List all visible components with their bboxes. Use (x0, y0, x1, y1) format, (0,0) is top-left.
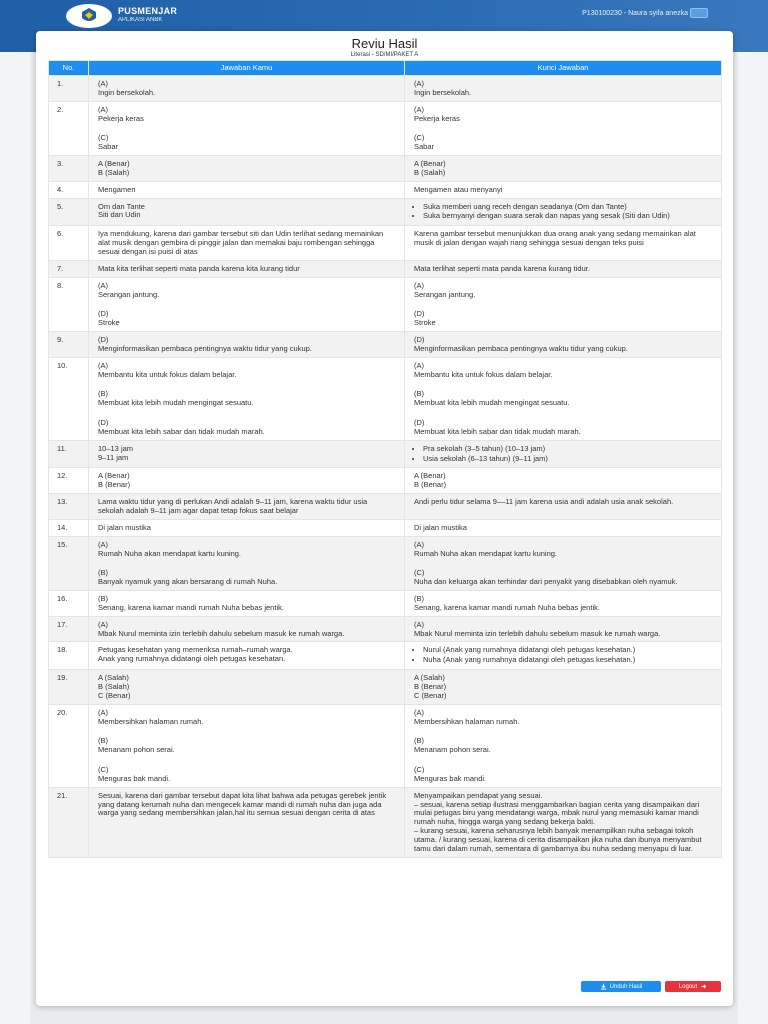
answer-cell (89, 357, 405, 440)
answer-text: (D) Stroke (98, 309, 120, 328)
key-text: (B) Membuat kita lebih mudah mengingat sesuatu. (414, 389, 570, 408)
row-number: 16. (49, 591, 89, 617)
key-text: (C) Sabar (414, 133, 435, 152)
row-number: 13. (49, 494, 89, 520)
key-list-item: • Nurul (Anak yang rumahnya didatangi oleh petugas kesehatan.) (423, 646, 711, 655)
answer-cell (89, 332, 405, 358)
row-number: 6. (49, 226, 89, 261)
answer-text: Mata kita terlihat seperti mata panda karena kita kurang tidur (98, 263, 300, 273)
key-cell (405, 519, 722, 536)
key-cell (405, 468, 722, 494)
background-left (0, 52, 30, 1024)
answer-text: (B) Senang, karena kamar mandi rumah Nuha bebas jentik. (98, 594, 284, 612)
answer-cell (89, 591, 405, 617)
table-row (49, 616, 722, 642)
answer-cell (89, 787, 405, 857)
key-text: (A) Pekerja keras (414, 104, 460, 123)
answer-text: A (Benar) B (Salah) (98, 159, 130, 177)
answer-cell (89, 198, 405, 226)
row-number: 4. (49, 181, 89, 198)
row-number: 1. (49, 76, 89, 102)
row-number: 7. (49, 260, 89, 277)
background-right (738, 52, 768, 1024)
answer-cell (89, 260, 405, 277)
logout-icon (700, 983, 707, 990)
key-list (414, 445, 711, 464)
row-number: 19. (49, 670, 89, 705)
download-icon (600, 983, 607, 990)
answer-text: Lama waktu tidur yang di perlukan Andi adalah 9–11 jam, karena waktu tidur usia sekolah adalah 9–11 jam agar dapat tetap fokus saat belajar (98, 497, 368, 515)
answer-cell (89, 101, 405, 155)
table-row (49, 591, 722, 617)
download-label: Unduh Hasil (609, 983, 643, 990)
key-cell (405, 536, 722, 590)
key-cell (405, 787, 722, 857)
key-cell (405, 277, 722, 331)
key-cell (405, 198, 722, 226)
answer-text: A (Benar) B (Benar) (98, 471, 131, 490)
table-row (49, 156, 722, 182)
key-cell (405, 156, 722, 182)
key-text: (A) Ingin bersekolah. (414, 79, 472, 97)
key-cell (405, 260, 722, 277)
answer-text: A (Salah) B (Salah) C (Benar) (98, 673, 131, 700)
key-list (414, 203, 711, 222)
key-cell (405, 101, 722, 155)
key-list-item: • Usia sekolah (6–13 tahun) (9–11 jam) (423, 455, 711, 464)
answer-cell (89, 519, 405, 536)
page-title: Reviu Hasil (351, 36, 418, 51)
key-text: Andi perlu tidur selama 9––11 jam karena usia andi adalah usia anak sekolah. (414, 497, 674, 507)
key-text: (D) Membuat kita lebih sabar dan tidak mudah marah. (414, 418, 581, 436)
row-number: 17. (49, 616, 89, 642)
logout-button[interactable] (665, 981, 721, 992)
key-cell (405, 616, 722, 642)
key-list-item: • Pra sekolah (3–5 tahun) (10–13 jam) (423, 445, 711, 454)
key-cell (405, 440, 722, 468)
key-text: Karena gambar tersebut menunjukkan dua orang anak yang sedang memainkan alat musik di jalan dengan wajah riang sehingga sesuai dengan teks puisi (414, 229, 696, 248)
answer-text: 10–13 jam 9–11 jam (98, 443, 134, 462)
table-row (49, 260, 722, 277)
header-no: No. (49, 61, 89, 76)
answer-cell (89, 494, 405, 520)
row-number: 15. (49, 536, 89, 590)
answer-cell (89, 704, 405, 787)
header-key: Kunci Jawaban (405, 61, 722, 76)
row-number: 5. (49, 198, 89, 226)
table-row (49, 519, 722, 536)
table-row (49, 332, 722, 358)
review-card (36, 31, 733, 1006)
key-text: (C) Menguras bak mandi. (414, 765, 487, 783)
table-row (49, 468, 722, 494)
logo-icon (66, 4, 112, 28)
key-text: Menyampaikan pendapat yang sesuai. – sesuai, karena setiap ilustrasi menggambarkan bagian cerita yang disampaikan dari mulai petugas biru yang mendatangi warga, mbak nurul yang memasuki kamar mandi rumah nuha, hingga warga yang sedang bekerja bakti. – kurang sesuai, karena seharusnya lebih banyak menampilkan nuha sebagai tokoh utama. / kurang sesuai, karena di cerita disampaikan jika nuha dan ibunya menyambut tamu dari dalam rumah, sementara di gambarnya ibu nuha sedang menyapu di luar. (414, 790, 702, 853)
answer-cell (89, 181, 405, 198)
answer-text: (A) Mbak Nurul meminta izin terlebih dahulu sebelum masuk ke rumah warga. (98, 619, 345, 638)
answer-cell (89, 226, 405, 261)
answer-text: Mengamen (98, 184, 136, 194)
answer-text: (D) Membuat kita lebih sabar dan tidak mudah marah. (98, 418, 265, 436)
key-cell (405, 76, 722, 102)
row-number: 12. (49, 468, 89, 494)
header-answer: Jawaban Kamu (89, 61, 405, 76)
answer-cell (89, 277, 405, 331)
key-list-item: • Suka bernyanyi dengan suara serak dan napas yang sesak (Siti dan Udin) (423, 212, 711, 221)
table-row (49, 226, 722, 261)
row-number: 20. (49, 704, 89, 787)
key-list-item: • Suka memberi uang receh dengan seadanya (Om dan Tante) (423, 203, 711, 212)
answer-cell (89, 440, 405, 468)
user-menu-button[interactable] (690, 8, 708, 18)
app-title: PUSMENJAR (118, 6, 178, 16)
key-text: (A) Mbak Nurul meminta izin terlebih dahulu sebelum masuk ke rumah warga. (414, 619, 661, 638)
key-text: (B) Senang, karena kamar mandi rumah Nuha bebas jentik. (414, 594, 600, 612)
row-number: 18. (49, 642, 89, 670)
answer-text: (C) Menguras bak mandi. (98, 765, 171, 783)
key-text: (A) Serangan jantung. (414, 280, 476, 299)
table-row (49, 494, 722, 520)
answer-cell (89, 76, 405, 102)
key-cell (405, 591, 722, 617)
answer-text: Sesuai, karena dari gambar tersebut dapat kita lihat bahwa ada petugas gerebek jentik yang datang kerumah nuha dan mengecek kamar mandi di rumah nuha dan juga ada warga yang sedang membersihkan jalan,hal itu semua sesuai dengan cerita di atas (98, 790, 387, 818)
key-text: (A) Rumah Nuha akan mendapat kartu kuning. (414, 539, 558, 558)
download-button[interactable] (581, 981, 661, 992)
key-text: Mengamen atau menyanyi (414, 184, 503, 194)
logout-label: Logout (678, 983, 698, 990)
answer-cell (89, 670, 405, 705)
user-info: P130100230 - Naura syifa anezka (582, 10, 688, 17)
key-cell (405, 226, 722, 261)
table-row (49, 536, 722, 590)
key-cell (405, 357, 722, 440)
key-text: (A) Membantu kita untuk fokus dalam belajar. (414, 360, 553, 379)
answer-text: (C) Sabar (98, 133, 119, 152)
table-row (49, 101, 722, 155)
answer-cell (89, 156, 405, 182)
key-text: (A) Membersihkan halaman rumah. (414, 707, 520, 726)
row-number: 14. (49, 519, 89, 536)
table-row (49, 787, 722, 857)
answer-cell (89, 468, 405, 494)
key-cell (405, 181, 722, 198)
key-cell (405, 642, 722, 670)
key-list-item: • Nuha (Anak yang rumahnya didatangi oleh petugas kesehatan.) (423, 656, 711, 665)
answer-text: (B) Menanam pohon serai. (98, 736, 175, 755)
key-list (414, 646, 711, 665)
key-text: (C) Nuha dan keluarga akan terhindar dari penyakit yang disebabkan oleh nyamuk. (414, 568, 678, 587)
answer-cell (89, 642, 405, 670)
review-table (48, 60, 722, 858)
key-cell (405, 494, 722, 520)
answer-text: (A) Membantu kita untuk fokus dalam belajar. (98, 360, 237, 379)
row-number: 2. (49, 101, 89, 155)
answer-text: (A) Membersihkan halaman rumah. (98, 707, 204, 726)
table-row (49, 704, 722, 787)
row-number: 3. (49, 156, 89, 182)
key-text: (D) Menginformasikan pembaca pentingnya waktu tidur yang cukup. (414, 335, 628, 353)
table-row (49, 357, 722, 440)
key-cell (405, 704, 722, 787)
answer-text: (B) Membuat kita lebih mudah mengingat sesuatu. (98, 389, 254, 408)
key-text: Mata terlihat seperti mata panda karena kurang tidur. (414, 263, 590, 273)
answer-cell (89, 536, 405, 590)
table-row (49, 277, 722, 331)
answer-text: (A) Pekerja keras (98, 104, 144, 123)
key-text: (B) Menanam pohon serai. (414, 736, 491, 755)
key-text: A (Salah) B (Benar) C (Benar) (414, 673, 447, 700)
answer-text: Iya mendukung, karena dari gambar tersebut siti dan Udin terlihat sedang memainkan alat musik dengan gembira di pinggir jalan dan memakai baju rombengan sehingga sesuai dengan isi puisi di atas (98, 229, 384, 256)
answer-text: (A) Serangan jantung. (98, 280, 160, 299)
table-row (49, 440, 722, 468)
answer-cell (89, 616, 405, 642)
table-row (49, 642, 722, 670)
answer-text: (D) Menginformasikan pembaca pentingnya waktu tidur yang cukup. (98, 335, 312, 353)
key-text: Di jalan mustika (414, 522, 467, 532)
answer-text: (A) Rumah Nuha akan mendapat kartu kuning. (98, 539, 242, 558)
key-text: A (Benar) B (Benar) (414, 471, 447, 490)
answer-text: (A) Ingin bersekolah. (98, 79, 156, 97)
page-subtitle: Literasi - SD/MI/PAKET A (350, 52, 419, 58)
app-subtitle: APLIKASI ANBK (118, 17, 163, 23)
table-row (49, 670, 722, 705)
key-text: A (Benar) B (Salah) (414, 159, 446, 177)
key-text: (D) Stroke (414, 309, 436, 328)
answer-text: (B) Banyak nyamuk yang akan bersarang di rumah Nuha. (98, 568, 278, 587)
table-row (49, 76, 722, 102)
answer-text: Om dan Tante Siti dan Udin (98, 201, 145, 220)
answer-text: Di jalan mustika (98, 522, 151, 532)
row-number: 11. (49, 440, 89, 468)
key-cell (405, 332, 722, 358)
row-number: 9. (49, 332, 89, 358)
table-row (49, 181, 722, 198)
row-number: 10. (49, 357, 89, 440)
key-cell (405, 670, 722, 705)
row-number: 21. (49, 787, 89, 857)
table-row (49, 198, 722, 226)
answer-text: Petugas kesehatan yang memeriksa rumah–rumah warga. Anak yang rumahnya didatangi oleh petugas kesehatan. (98, 645, 293, 664)
row-number: 8. (49, 277, 89, 331)
